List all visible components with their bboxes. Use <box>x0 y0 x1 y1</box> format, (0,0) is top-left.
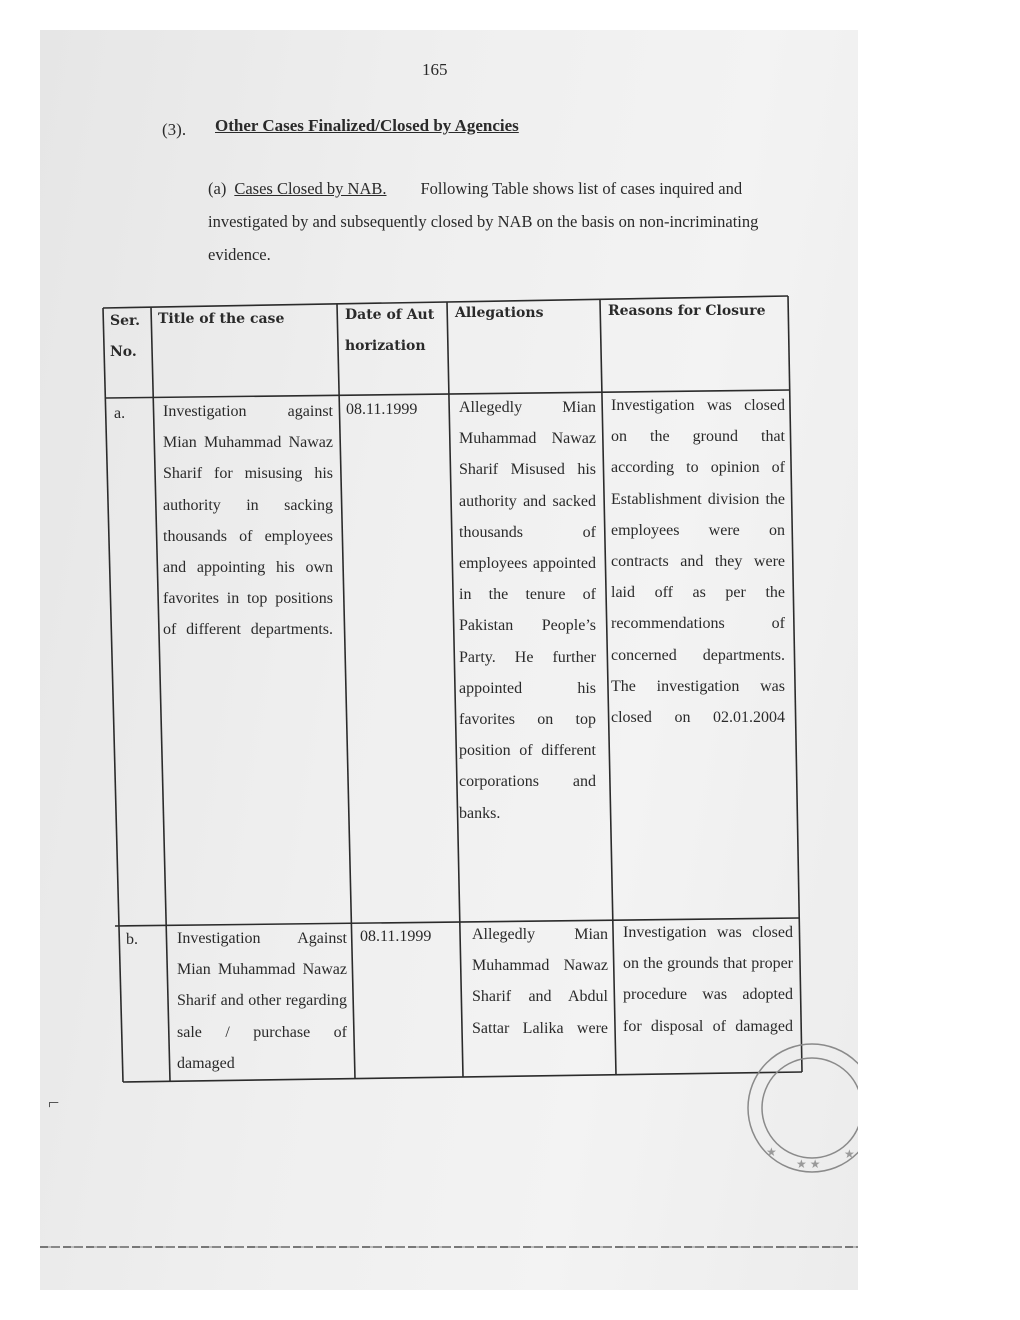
header-date: Date of Authorization <box>345 307 435 354</box>
row-b-date: 08.11.1999 <box>360 928 432 945</box>
row-b-title: Investigation Against Mian Muhammad Nawaz Sharif and other regarding sale / purchase of damaged <box>177 930 347 1072</box>
bottom-rule <box>40 1246 858 1248</box>
header-ser: Ser. No. <box>110 313 140 360</box>
header-reasons: Reasons for Closure <box>608 303 766 319</box>
svg-text:★: ★ <box>766 1145 777 1159</box>
row-a-date: 08.11.1999 <box>346 401 418 418</box>
row-a-ser: a. <box>114 405 126 422</box>
row-a-title: Investigation against Mian Muhammad Nawaz Sharif for misusing his authority in sacking thousands of employees and appointing his own favorites in top positions of different departments. <box>163 403 333 639</box>
svg-text:★: ★ <box>844 1147 855 1161</box>
row-b-reasons: Investigation was closed on the grounds that proper procedure was adopted for disposal of damaged <box>623 924 793 1035</box>
intro-text: Following Table shows list of cases inquired and investigated by and subsequently closed by NAB on the basis on non-incriminating evidence. <box>208 179 759 264</box>
row-a-reasons: Investigation was closed on the ground that according to opinion of Establishment division the employees were on contracts and they were laid off as per the recommendations of concerned departments. The investigation was closed on 02.01.2004 <box>611 397 785 727</box>
section-number: (3). <box>162 120 187 139</box>
header-title: Title of the case <box>158 311 285 327</box>
row-b-allegations: Allegedly Mian Muhammad Nawaz Sharif and Abdul Sattar Lalika were <box>472 926 608 1037</box>
intro-paragraph <box>208 172 808 271</box>
header-allegations: Allegations <box>455 305 544 321</box>
page-number: 165 <box>422 60 448 79</box>
row-a-allegations: Allegedly Mian Muhammad Nawaz Sharif Misused his authority and sacked thousands of employees appointed in the tenure of Pakistan People’s Party. He further appointed his favorites on top position of different corporations and banks. <box>459 399 596 822</box>
section-title: Other Cases Finalized/Closed by Agencies <box>215 116 519 135</box>
row-b-ser: b. <box>126 931 138 948</box>
svg-text:★ ★: ★ ★ <box>796 1157 821 1171</box>
margin-pen-mark: ⌐ <box>48 1092 60 1114</box>
intro-subtitle: Cases Closed by NAB. <box>234 179 387 198</box>
official-seal-stamp <box>736 1036 858 1176</box>
intro-label: (a) <box>208 179 227 198</box>
